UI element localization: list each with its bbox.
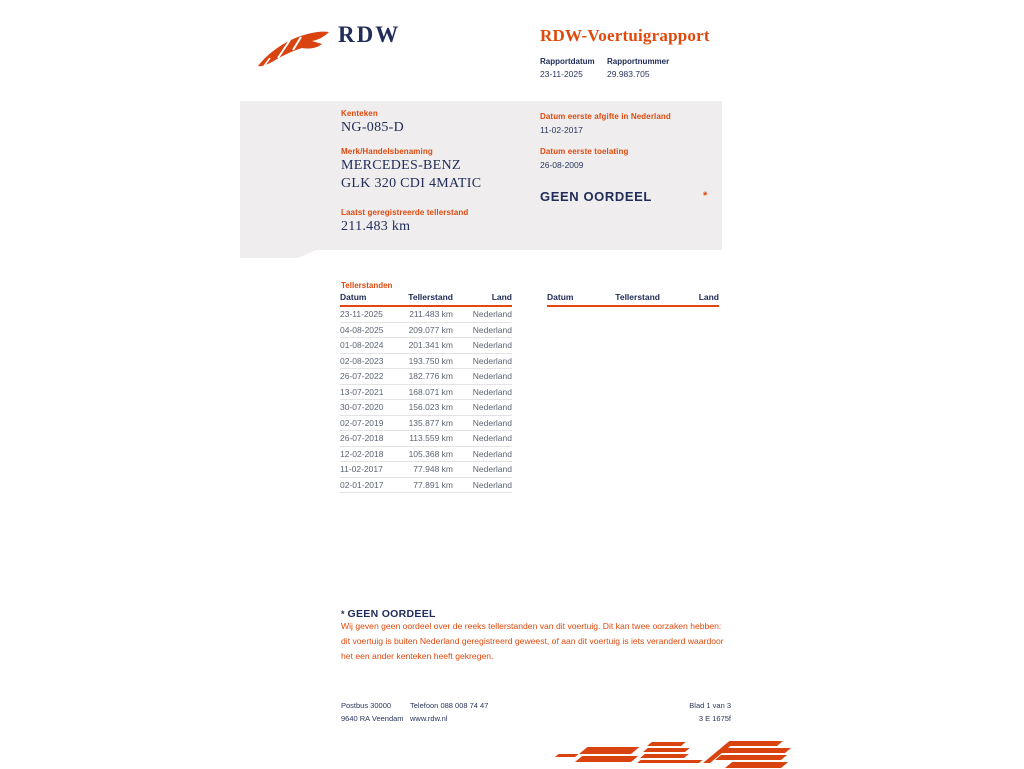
report-number-block — [607, 57, 669, 79]
cell-land: Nederland — [472, 402, 512, 413]
report-date-block — [540, 57, 595, 79]
table-row — [340, 338, 512, 354]
footer-address-line1: Postbus 30000 — [341, 701, 392, 710]
afgifte-block — [540, 112, 671, 135]
col-header-tellerstand: Tellerstand — [615, 292, 660, 302]
footer-page-number: Blad 1 van 3 — [689, 701, 731, 710]
cell-datum: 02-08-2023 — [340, 355, 384, 366]
cell-datum: 02-01-2017 — [340, 479, 384, 490]
kenteken-label: Kenteken — [341, 109, 378, 118]
summary-panel-tab — [240, 250, 316, 258]
footer-phone: Telefoon 088 008 74 47 — [410, 701, 489, 710]
merk-line2: GLK 320 CDI 4MATIC — [341, 176, 482, 191]
cell-datum: 13-07-2021 — [340, 386, 384, 397]
cell-land: Nederland — [472, 479, 512, 490]
cell-tellerstand: 113.559 km — [409, 433, 453, 444]
cell-tellerstand: 168.071 km — [408, 386, 453, 397]
cell-datum: 04-08-2025 — [340, 324, 384, 335]
tellerstand-label: Laatst geregistreerde tellerstand — [341, 208, 469, 217]
cell-datum: 12-02-2018 — [340, 448, 384, 459]
table-header-row — [340, 292, 512, 307]
cell-tellerstand: 135.877 km — [408, 417, 453, 428]
report-date-label: Rapportdatum — [540, 57, 595, 66]
cell-tellerstand: 201.341 km — [408, 340, 453, 351]
col-header-tellerstand: Tellerstand — [408, 292, 453, 302]
footer-page-info — [631, 699, 731, 725]
odometer-table-right — [547, 292, 719, 307]
toelating-value: 26-08-2009 — [540, 160, 584, 170]
cell-datum: 11-02-2017 — [340, 464, 383, 475]
cell-land: Nederland — [472, 386, 512, 397]
cell-land: Nederland — [472, 355, 512, 366]
cell-tellerstand: 211.483 km — [409, 309, 453, 320]
cell-datum: 26-07-2018 — [340, 433, 384, 444]
tellerstand-block — [341, 208, 468, 235]
cell-tellerstand: 182.776 km — [408, 371, 453, 382]
cell-tellerstand: 193.750 km — [408, 355, 453, 366]
table-row — [340, 307, 512, 323]
tellerstand-value: 211.483 km — [341, 219, 411, 234]
table-row — [340, 431, 512, 447]
table-row — [340, 447, 512, 463]
col-header-land: Land — [491, 292, 512, 302]
table-row — [340, 400, 512, 416]
cell-land: Nederland — [472, 433, 512, 444]
page-title: RDW-Voertuigrapport — [540, 26, 710, 45]
verdict-text: GEEN OORDEEL — [540, 189, 652, 204]
speed-lines-graphic — [543, 739, 793, 769]
cell-datum: 30-07-2020 — [340, 402, 384, 413]
rdw-feather-logo-icon — [256, 27, 332, 69]
cell-datum: 02-07-2019 — [340, 417, 384, 428]
table-row — [340, 354, 512, 370]
cell-land: Nederland — [472, 371, 512, 382]
cell-tellerstand: 156.023 km — [408, 402, 453, 413]
verdict-asterisk: * — [703, 190, 708, 202]
cell-land: Nederland — [472, 340, 512, 351]
cell-tellerstand: 77.891 km — [413, 479, 453, 490]
table-header-row — [547, 292, 719, 307]
section-title-tellerstanden: Tellerstanden — [341, 281, 393, 290]
toelating-label: Datum eerste toelating — [540, 147, 629, 156]
table-row — [340, 385, 512, 401]
footnote-text: Wij geven geen oordeel over de reeks tellerstanden van dit voertuig. Dit kan twee oorzaken hebben: dit voertuig is buiten Nederland geregistreerd geweest, of aan dit voertuig is iets veranderd waardoor het een ander kenteken heeft gekregen. — [341, 621, 724, 661]
table-row — [340, 369, 512, 385]
table-row — [340, 478, 512, 494]
afgifte-label: Datum eerste afgifte in Nederland — [540, 112, 671, 121]
footer-contact — [410, 699, 488, 725]
cell-tellerstand: 105.368 km — [408, 448, 453, 459]
cell-datum: 01-08-2024 — [340, 340, 384, 351]
cell-datum: 26-07-2022 — [340, 371, 384, 382]
footer-address — [341, 699, 404, 725]
toelating-block — [540, 147, 628, 170]
col-header-land: Land — [698, 292, 719, 302]
footnote-asterisk: * — [341, 609, 345, 619]
report-number-value: 29.983.705 — [607, 69, 650, 79]
footer-website-link[interactable]: www.rdw.nl — [410, 714, 448, 723]
kenteken-block — [341, 109, 404, 136]
cell-tellerstand: 209.077 km — [408, 324, 453, 335]
cell-land: Nederland — [472, 464, 512, 475]
kenteken-value: NG-085-D — [341, 120, 405, 135]
report-number-label: Rapportnummer — [607, 57, 670, 66]
merk-label: Merk/Handelsbenaming — [341, 147, 433, 156]
cell-land: Nederland — [472, 324, 512, 335]
col-header-datum: Datum — [547, 292, 574, 302]
cell-datum: 23-11-2025 — [340, 309, 383, 320]
merk-block — [341, 147, 481, 192]
table-body — [340, 307, 512, 493]
cell-tellerstand: 77.948 km — [413, 464, 453, 475]
afgifte-value: 11-02-2017 — [540, 125, 583, 135]
cell-land: Nederland — [472, 448, 512, 459]
cell-land: Nederland — [472, 417, 512, 428]
col-header-datum: Datum — [340, 292, 367, 302]
table-row — [340, 462, 512, 478]
table-row — [340, 416, 512, 432]
rdw-wordmark: RDW — [338, 22, 401, 47]
odometer-table-left — [340, 292, 512, 493]
footer-address-line2: 9640 RA Veendam — [341, 714, 404, 723]
table-row — [340, 323, 512, 339]
cell-land: Nederland — [472, 309, 512, 320]
merk-line1: MERCEDES-BENZ — [341, 158, 461, 173]
report-date-value: 23-11-2025 — [540, 69, 583, 79]
footer-form-code: 3 E 1675f — [698, 714, 731, 723]
footnote-title: GEEN OORDEEL — [347, 608, 436, 620]
